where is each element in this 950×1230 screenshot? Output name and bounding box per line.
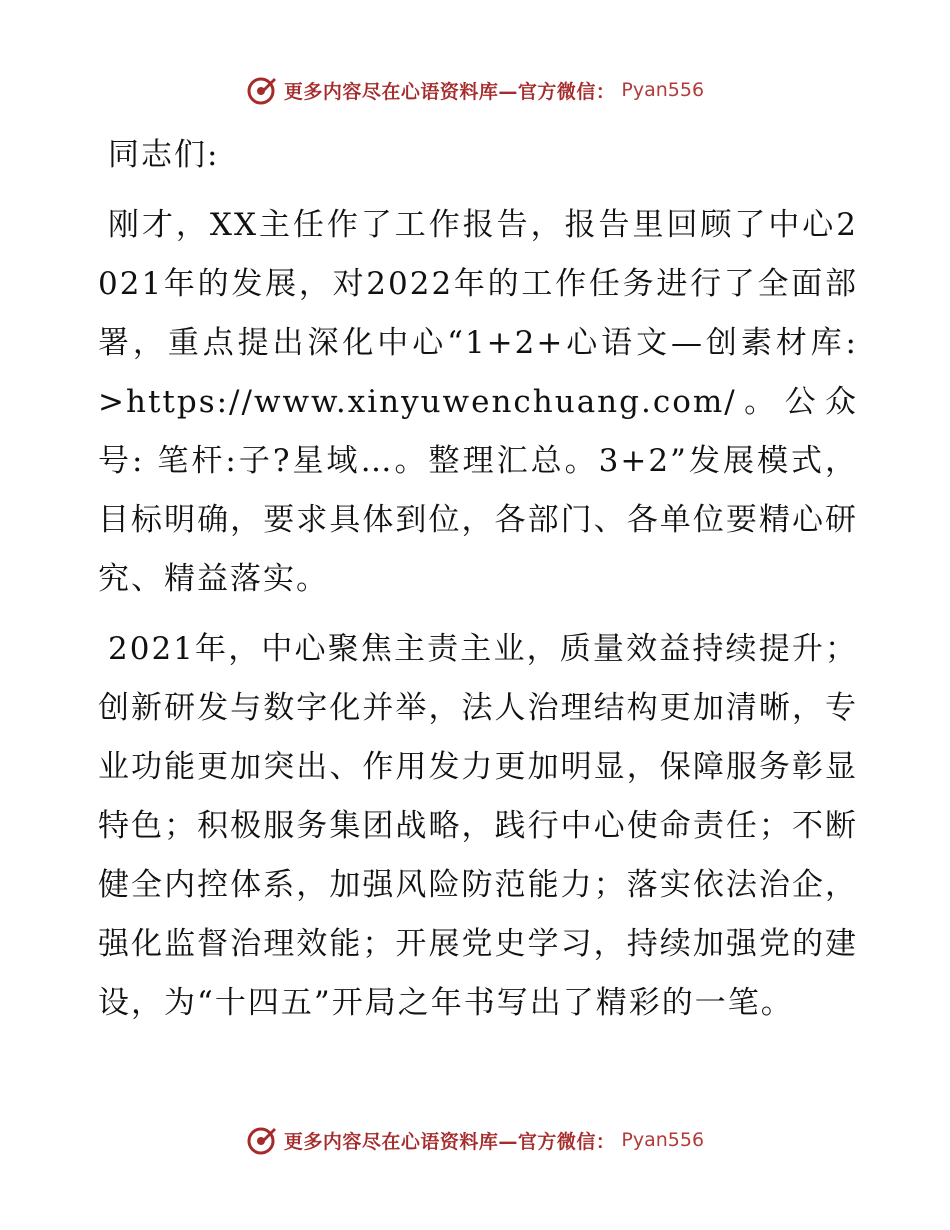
salutation: 同志们: — [108, 137, 220, 173]
paragraph-1: 刚才，XX主任作了工作报告，报告里回顾了中心2021年的发展，对2022年的工作任务进行了全面部署，重点提出深化中心“1+2+心语文—创素材库: >https://www.xinyuwenchuang.com/。公众号: 笔杆:子?星域…。整理汇总。3+2”发展模式，目标明确，要求具体到位，各部门、各单位要精心研究、精益落实。 — [98, 207, 858, 597]
header-banner — [0, 74, 950, 106]
document-body — [98, 126, 858, 1044]
pen-circle-logo-icon — [246, 1124, 278, 1156]
pen-circle-logo-icon — [246, 74, 278, 106]
footer-banner-text: 更多内容尽在心语资料库—官方微信： — [283, 1130, 616, 1153]
footer-banner — [0, 1124, 950, 1156]
header-banner-wechat-id: Pyan556 — [621, 79, 705, 101]
footer-banner-wechat-id: Pyan556 — [621, 1129, 705, 1151]
header-banner-text: 更多内容尽在心语资料库—官方微信： — [283, 80, 616, 103]
paragraph-2: 2021年，中心聚焦主责主业，质量效益持续提升；创新研发与数字化并举，法人治理结构更加清晰，专业功能更加突出、作用发力更加明显，保障服务彰显特色；积极服务集团战略，践行中心使命责任；不断健全内控体系，加强风险防范能力；落实依法治企，强化监督治理效能；开展党史学习，持续加强党的建设，为“十四五”开局之年书写出了精彩的一笔。 — [98, 631, 858, 1021]
